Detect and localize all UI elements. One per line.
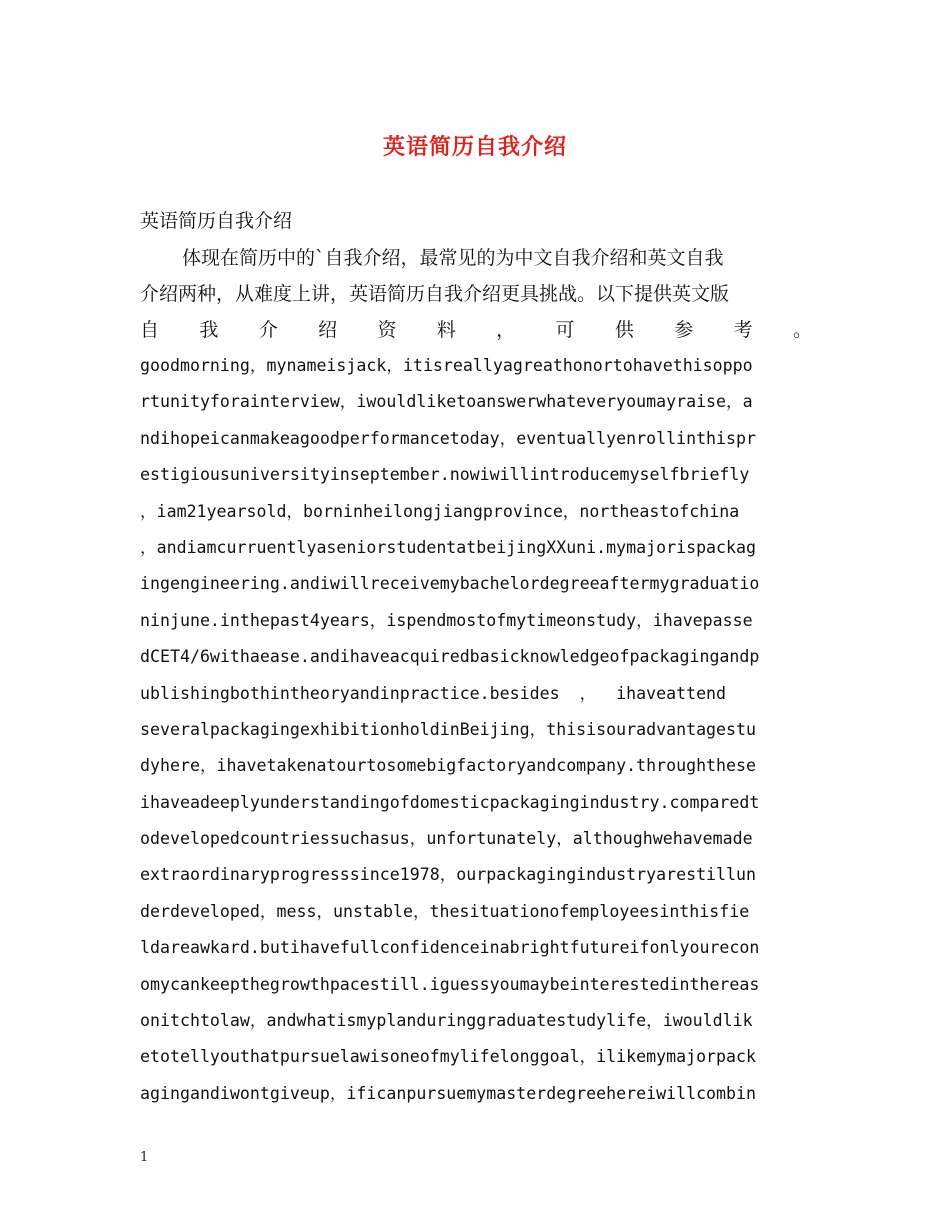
justified-char: 自 — [140, 319, 160, 341]
justified-char: 参 — [674, 319, 694, 341]
intro-line: 介绍两种，从难度上讲，英语简历自我介绍更具挑战。以下提供英文版 — [140, 283, 730, 305]
justified-char: 资 — [377, 319, 397, 341]
body-line: rtunityforainterview，iwouldliketoanswerwhateveryoumayraise，a — [140, 392, 753, 412]
body-line: etotellyouthatpursuelawisoneofmylifelonggoal，ilikemymajorpack — [140, 1047, 757, 1067]
body-line: dCET4/6withaease.andihaveacquiredbasicknowledgeofpackagingandp — [140, 647, 760, 667]
body-line: odevelopedcountriessuchasus，unfortunately，althoughwehavemade — [140, 829, 753, 849]
justified-char: 介 — [258, 319, 278, 341]
page-number: 1 — [140, 1150, 149, 1165]
justified-char: 供 — [614, 319, 634, 341]
justified-char: 考 — [733, 319, 753, 341]
document-title: 英语简历自我介绍 — [382, 134, 567, 160]
body-line: estigiousuniversityinseptember.nowiwillintroducemyselfbriefly — [140, 465, 750, 485]
body-line: ninjune.inthepast4years，ispendmostofmytimeonstudy，ihavepasse — [140, 610, 753, 630]
section-heading: 英语简历自我介绍 — [140, 210, 293, 232]
justified-line — [140, 312, 812, 348]
justified-char: 料 — [436, 319, 456, 341]
justified-char: 。 — [792, 319, 812, 341]
justified-char: 我 — [199, 319, 219, 341]
justified-char: 绍 — [318, 319, 338, 341]
body-text — [140, 240, 812, 1112]
body-line: ublishingbothintheoryandinpractice.besides ， ihaveattend — [140, 683, 727, 703]
body-line: ihaveadeeplyunderstandingofdomesticpackagingindustry.comparedt — [140, 792, 760, 812]
justified-char: ， — [496, 319, 516, 341]
body-line: omycankeepthegrowthpacestill.iguessyoumaybeinterestedinthereas — [140, 974, 760, 994]
body-line: agingandiwontgiveup，ificanpursuemymasterdegreehereiwillcombin — [140, 1083, 757, 1103]
body-line: ，andiamcurruentlyaseniorstudentatbeijingXXuni.mymajorispackag — [140, 537, 757, 557]
body-line: dyhere，ihavetakenatourtosomebigfactoryandcompany.throughthese — [140, 756, 757, 776]
body-line: extraordinaryprogresssince1978，ourpackagingindustryarestillun — [140, 865, 757, 885]
body-line: ingengineering.andiwillreceivemybachelordegreeaftermygraduatio — [140, 574, 760, 594]
justified-char: 可 — [555, 319, 575, 341]
body-line: goodmorning，mynameisjack，itisreallyagreathonortohavethisoppo — [140, 356, 753, 375]
body-line: ldareawkard.butihavefullconfidenceinabrightfutureifonlyourecon — [140, 938, 760, 958]
body-line: onitchtolaw，andwhatismyplanduringgraduatestudylife，iwouldlik — [140, 1011, 753, 1031]
body-line: ，iam21yearsold，borninheilongjiangprovince，northeastofchina — [140, 501, 740, 521]
body-line: severalpackagingexhibitionholdinBeijing，thisisouradvantagestu — [140, 719, 757, 739]
intro-line: 体现在简历中的`自我介绍，最常见的为中文自我介绍和英文自我 — [182, 247, 724, 269]
body-line: derdeveloped，mess，unstable，thesituationofemployeesinthisfie — [140, 901, 750, 921]
body-line: ndihopeicanmakeagoodperformancetoday，eventuallyenrollinthispr — [140, 428, 757, 448]
